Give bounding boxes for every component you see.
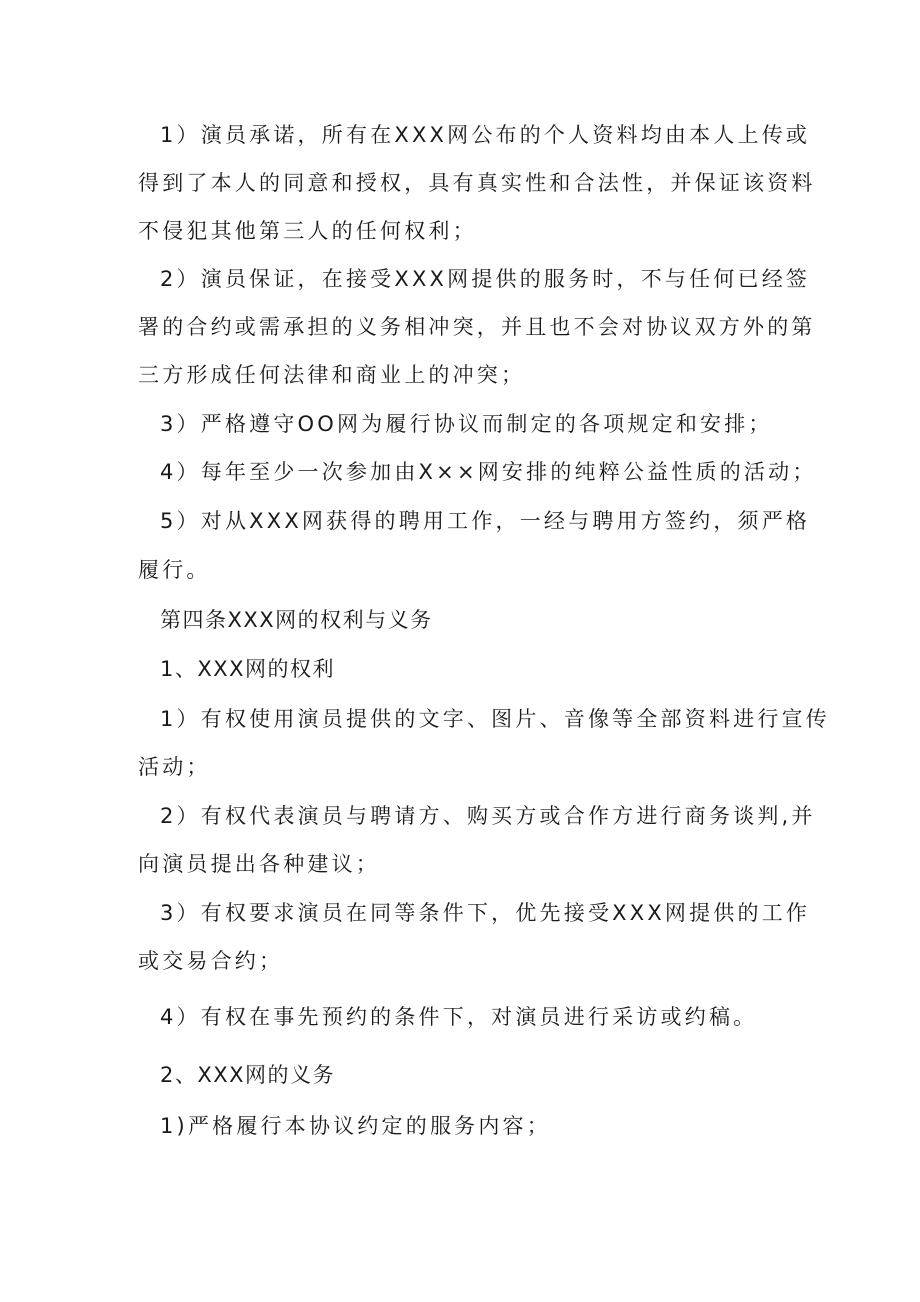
paragraph-line: 得到了本人的同意和授权，具有真实性和合法性，并保证该资料: [138, 171, 816, 195]
subsection-heading: 1、XXX网的权利: [160, 657, 336, 681]
section-heading: 第四条XXX网的权利与义务: [160, 608, 433, 632]
paragraph-line: 3）有权要求演员在同等条件下，优先接受XXX网提供的工作: [160, 901, 811, 925]
paragraph-line: 三方形成任何法律和商业上的冲突；: [138, 363, 526, 387]
paragraph-line: 活动；: [138, 755, 211, 779]
subsection-heading: 2、XXX网的义务: [160, 1063, 336, 1087]
paragraph-line: 4）每年至少一次参加由X××网安排的纯粹公益性质的活动；: [160, 460, 817, 484]
paragraph-line: 或交易合约；: [138, 949, 284, 973]
paragraph-line: 2）有权代表演员与聘请方、购买方或合作方进行商务谈判,并: [160, 804, 816, 828]
paragraph-line: 不侵犯其他第三人的任何权利；: [138, 219, 477, 243]
paragraph-line: 1）演员承诺，所有在XXX网公布的个人资料均由本人上传或: [160, 123, 811, 147]
paragraph-line: 2）演员保证，在接受XXX网提供的服务时，不与任何已经签: [160, 267, 811, 291]
paragraph-line: 履行。: [138, 558, 211, 582]
paragraph-line: 5）对从XXX网获得的聘用工作，一经与聘用方签约，须严格: [160, 509, 811, 533]
paragraph-line: 4）有权在事先预约的条件下，对演员进行采访或约稿。: [160, 1005, 758, 1029]
paragraph-line: 3）严格遵守OO网为履行协议而制定的各项规定和安排；: [160, 412, 773, 436]
paragraph-line: 1）有权使用演员提供的文字、图片、音像等全部资料进行宣传: [160, 707, 830, 731]
paragraph-line: 1)严格履行本协议约定的服务内容；: [160, 1114, 551, 1138]
paragraph-line: 署的合约或需承担的义务相冲突，并且也不会对协议双方外的第: [138, 315, 816, 339]
paragraph-line: 向演员提出各种建议；: [138, 852, 380, 876]
